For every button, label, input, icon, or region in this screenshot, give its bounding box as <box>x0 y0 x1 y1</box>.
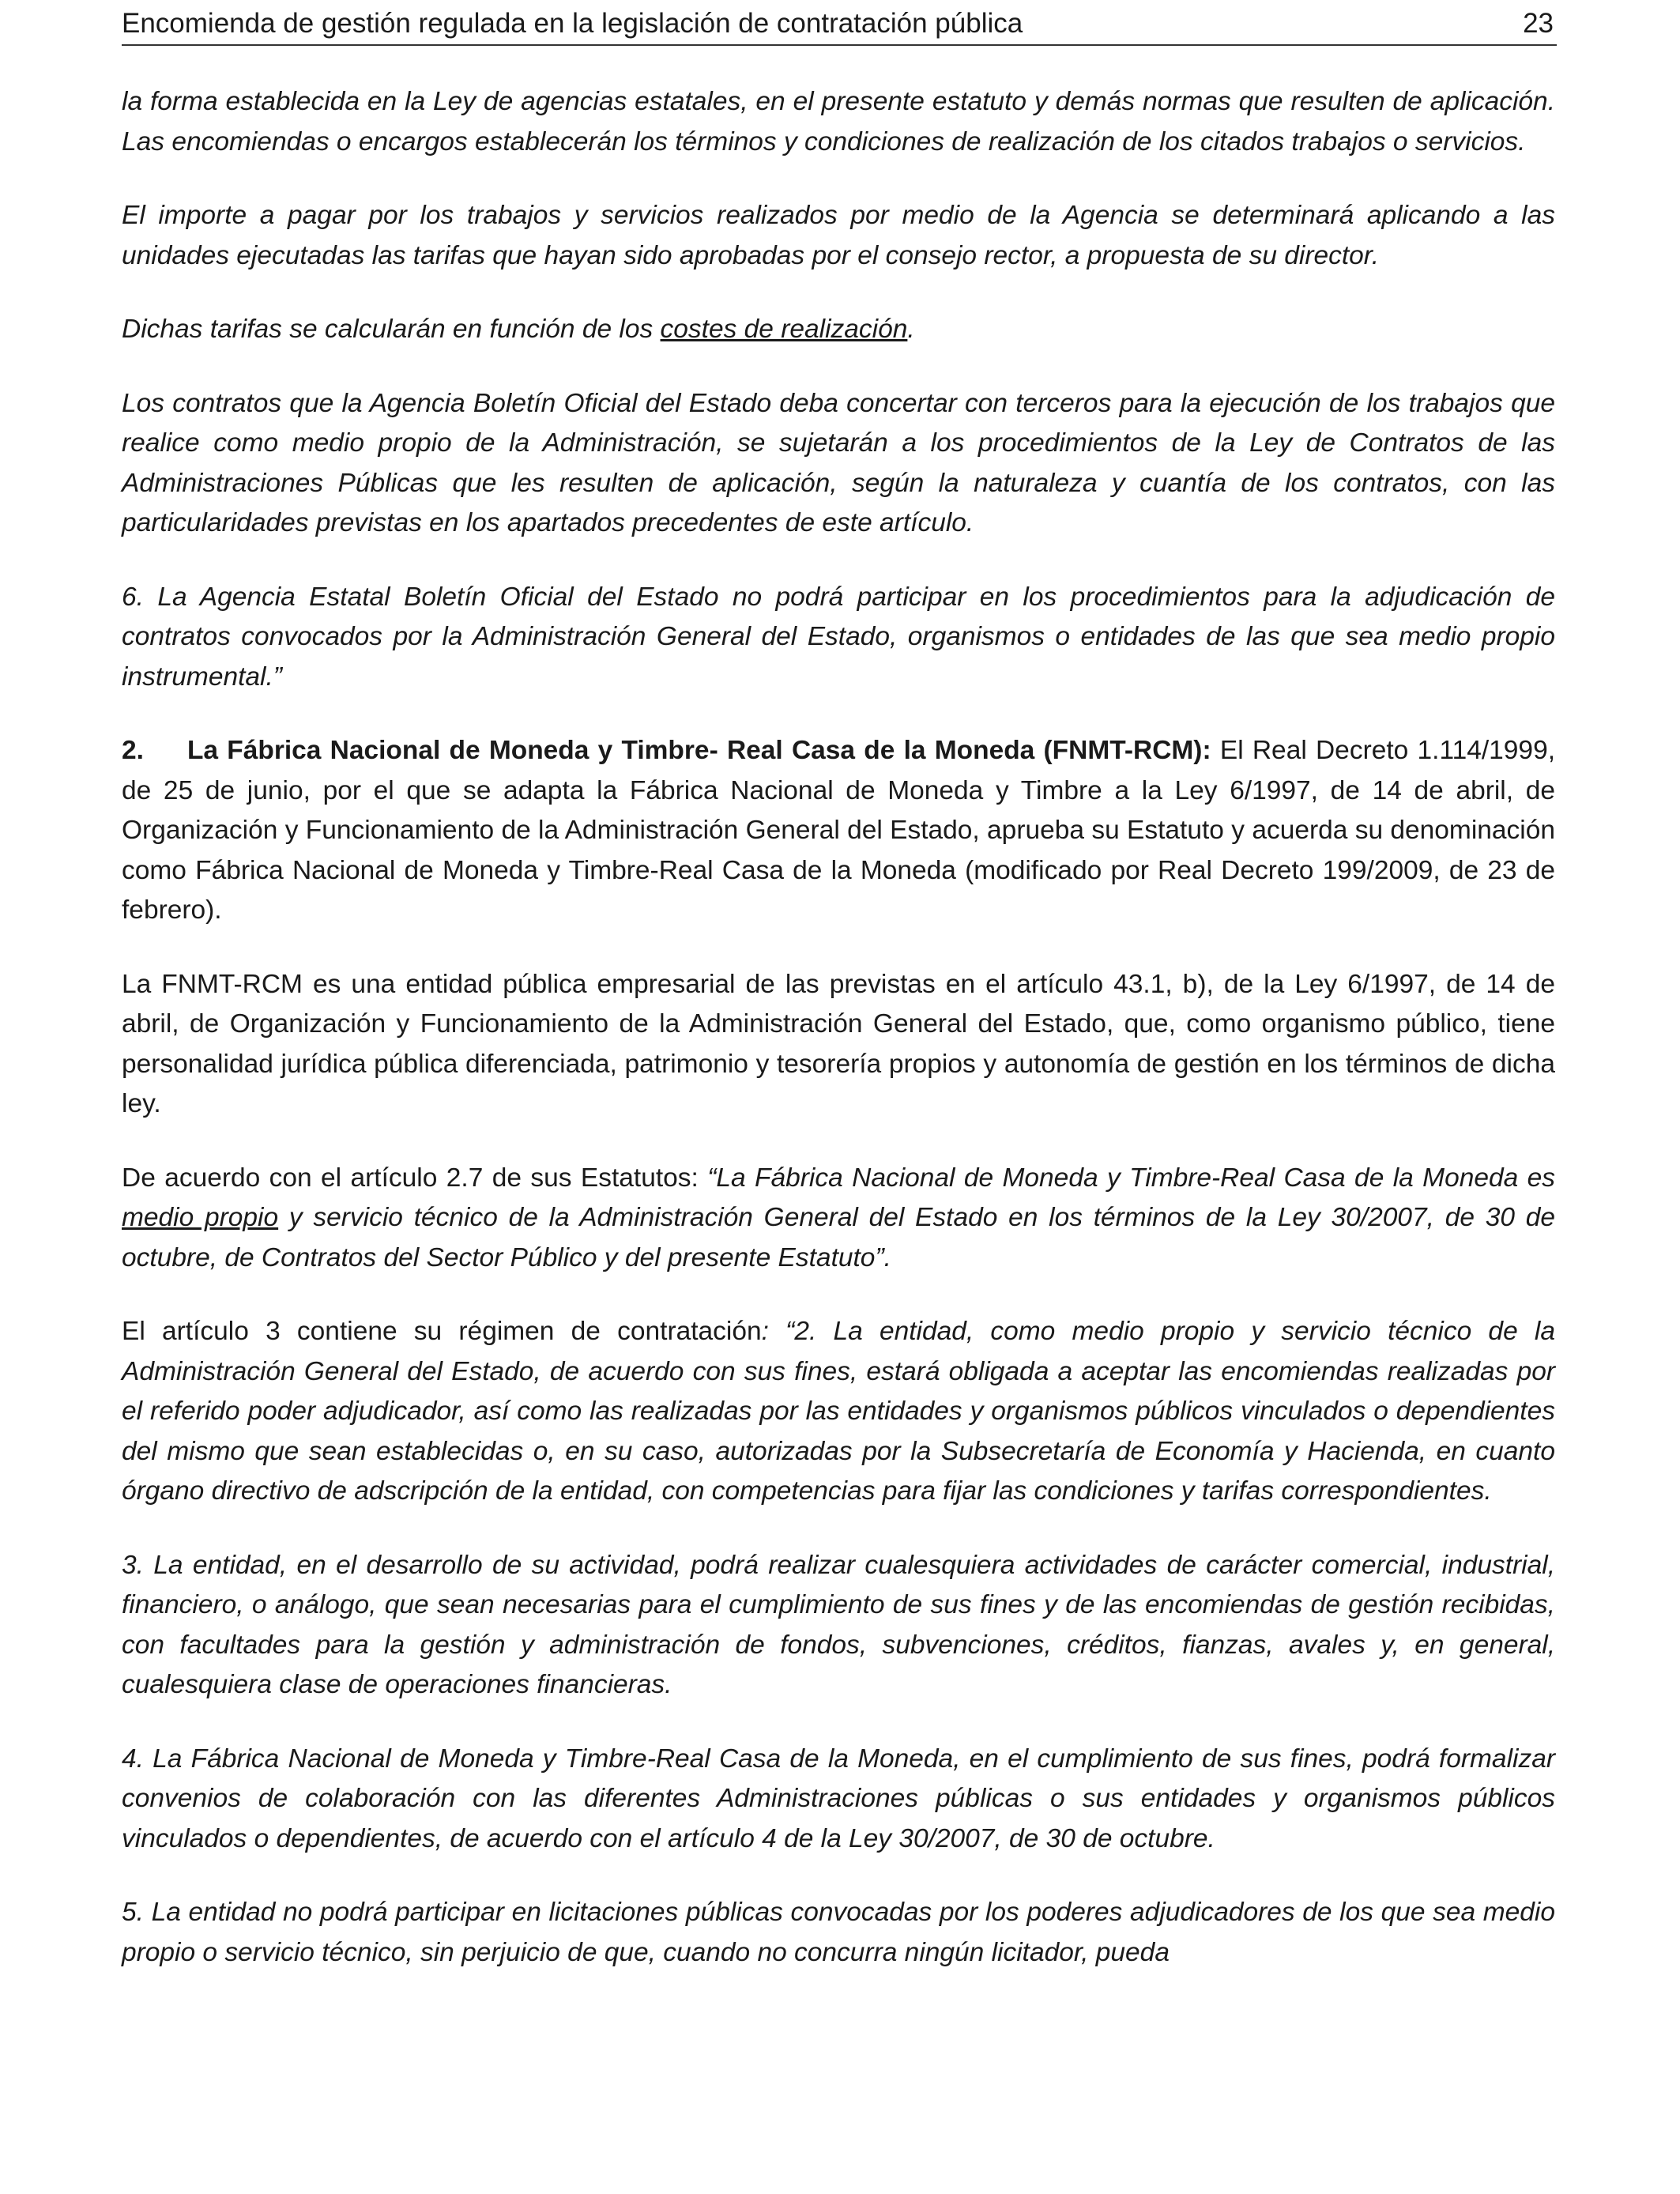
paragraph: El importe a pagar por los trabajos y servicios realizados por medio de la Agencia se determinará aplicando a las unidades ejecutadas las tarifas que hayan sido aprobadas por el consejo rector, a propuesta de su director. <box>122 201 1555 270</box>
paragraph: 4. La Fábrica Nacional de Moneda y Timbre-Real Casa de la Moneda, en el cumplimiento de sus fines, podrá formalizar convenios de colaboración con las diferentes Administraciones públicas o sus entidades y organismos públicos vinculados o dependientes, de acuerdo con el artículo 4 de la Ley 30/2007, de 30 de octubre. <box>122 1744 1555 1853</box>
paragraph: la forma establecida en la Ley de agencias estatales, en el presente estatuto y demás normas que resulten de aplicación. Las encomiendas o encargos establecerán los términos y condiciones de realización de los citados trabajos o servicios. <box>122 87 1555 156</box>
paragraph <box>122 310 1555 350</box>
header-title: Encomienda de gestión regulada en la legislación de contratación pública <box>122 8 1023 39</box>
quote-run: y servicio técnico de la Administración General del Estado en los términos de la Ley 30/2007, de 30 de octubre, de Contratos del Sector Público y del presente Estatuto”. <box>122 1203 1555 1272</box>
paragraph: 6. La Agencia Estatal Boletín Oficial del Estado no podrá participar en los procedimientos para la adjudicación de contratos convocados por la Administración General del Estado, organismos o entidades de las que sea medio propio instrumental.” <box>122 582 1555 692</box>
text-run: El artículo 3 contiene su régimen de contratación <box>122 1317 762 1346</box>
page-header <box>122 3 1557 46</box>
paragraph <box>122 1312 1555 1512</box>
text-run: El Real Decreto 1.114/1999, de 25 de junio, por el que se adapta la Fábrica Nacional de Moneda y Timbre a la Ley 6/1997, de 14 de abril, de Organización y Funcionamiento de la Administración General del Estado, aprueba su Estatuto y acuerda su denominación como Fábrica Nacional de Moneda y Timbre-Real Casa de la Moneda (modificado por Real Decreto 199/2009, de 23 de febrero). <box>122 736 1556 925</box>
paragraph: 3. La entidad, en el desarrollo de su actividad, podrá realizar cualesquiera actividades de carácter comercial, industrial, financiero, o análogo, que sean necesarias para el cumplimiento de sus fines y de las encomiendas de gestión recibidas, con facultades para la gestión y administración de fondos, subvenciones, créditos, fianzas, avales y, en general, cualesquiera clase de operaciones financieras. <box>122 1550 1555 1699</box>
section-paragraph <box>122 731 1555 931</box>
text-run: . <box>907 315 915 344</box>
paragraph: Los contratos que la Agencia Boletín Oficial del Estado deba concertar con terceros para la ejecución de los trabajos que realice como medio propio de la Administración, se sujetarán a los procedimientos de la Ley de Contratos de las Administraciones Públicas que les resulten de aplicación, según la naturaleza y cuantía de los contratos, con las particularidades previstas en los apartados precedentes de este artículo. <box>122 388 1555 537</box>
section-heading: La Fábrica Nacional de Moneda y Timbre- Real Casa de la Moneda (FNMT-RCM): <box>186 736 1211 765</box>
underlined-term: medio propio <box>122 1203 279 1232</box>
paragraph: La FNMT-RCM es una entidad pública empresarial de las previstas en el artículo 43.1, b), de la Ley 6/1997, de 14 de abril, de Organización y Funcionamiento de la Administración General del Estado, que, como organismo público, tiene personalidad jurídica pública diferenciada, patrimonio y tesorería propios y autonomía de gestión en los términos de dicha ley. <box>122 969 1555 1118</box>
paragraph: 5. La entidad no podrá participar en licitaciones públicas convocadas por los poderes adjudicadores de los que sea medio propio o servicio técnico, sin perjuicio de que, cuando no concurra ningún licitador, pueda <box>122 1898 1555 1967</box>
paragraph <box>122 1159 1555 1279</box>
quote-run: : “2. La entidad, como medio propio y servicio técnico de la Administración General del Estado, de acuerdo con sus fines, estará obligada a aceptar las encomiendas realizadas por el referido poder adjudicador, así como las realizadas por las entidades y organismos públicos vinculados o dependientes del mismo que sean establecidas o, en su caso, autorizadas por la Subsecretaría de Economía y Hacienda, en cuanto órgano directivo de adscripción de la entidad, con competencias para fijar las condiciones y tarifas correspondientes. <box>122 1317 1555 1506</box>
text-run: De acuerdo con el artículo 2.7 de sus Estatutos: <box>122 1163 708 1193</box>
section-number: 2. <box>122 736 144 765</box>
quote-run: “La Fábrica Nacional de Moneda y Timbre-Real Casa de la Moneda es <box>707 1163 1555 1193</box>
page-number: 23 <box>1523 8 1554 39</box>
underlined-term: costes de realización <box>660 315 908 344</box>
text-run: Dichas tarifas se calcularán en función de los <box>122 315 661 344</box>
document-body <box>122 82 1555 2007</box>
